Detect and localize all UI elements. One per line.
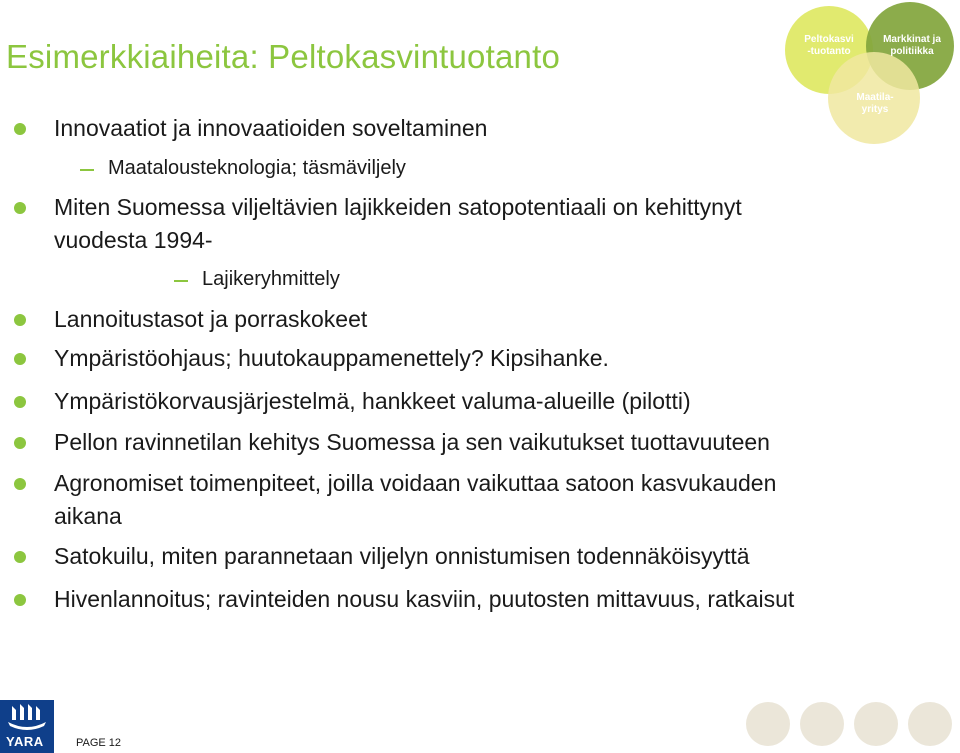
page-number: PAGE 12 xyxy=(76,737,122,749)
bullet-dot-icon xyxy=(14,594,26,606)
venn-label-farm-enterprise: Maatila- yritys xyxy=(856,92,894,115)
bullet-dot-icon xyxy=(14,478,26,490)
venn-label-markets-policy: Markkinat ja politiikka xyxy=(883,34,941,57)
footer-decorative-circle xyxy=(854,702,898,746)
bullet-dot-icon xyxy=(14,353,26,365)
bullet-dot-icon xyxy=(14,202,26,214)
venn-label-crop-production: Peltokasvi -tuotanto xyxy=(804,34,854,57)
slide-title: Esimerkkiaiheita: Peltokasvintuotanto xyxy=(6,38,561,75)
venn-diagram xyxy=(770,0,960,145)
footer-decorative-circle xyxy=(908,702,952,746)
bullet-dot-icon xyxy=(14,314,26,326)
viking-ship-icon xyxy=(0,700,54,734)
bullet-dot-icon xyxy=(14,437,26,449)
footer-decorative-circle xyxy=(746,702,790,746)
bullet-dash-icon xyxy=(174,280,188,282)
bullet-dot-icon xyxy=(14,396,26,408)
bullet-dot-icon xyxy=(14,123,26,135)
bullet-dot-icon xyxy=(14,551,26,563)
yara-logo xyxy=(0,700,54,753)
bullet-dash-icon xyxy=(80,169,94,171)
footer-decorative-circle xyxy=(800,702,844,746)
logo-text: YARA xyxy=(6,734,44,749)
